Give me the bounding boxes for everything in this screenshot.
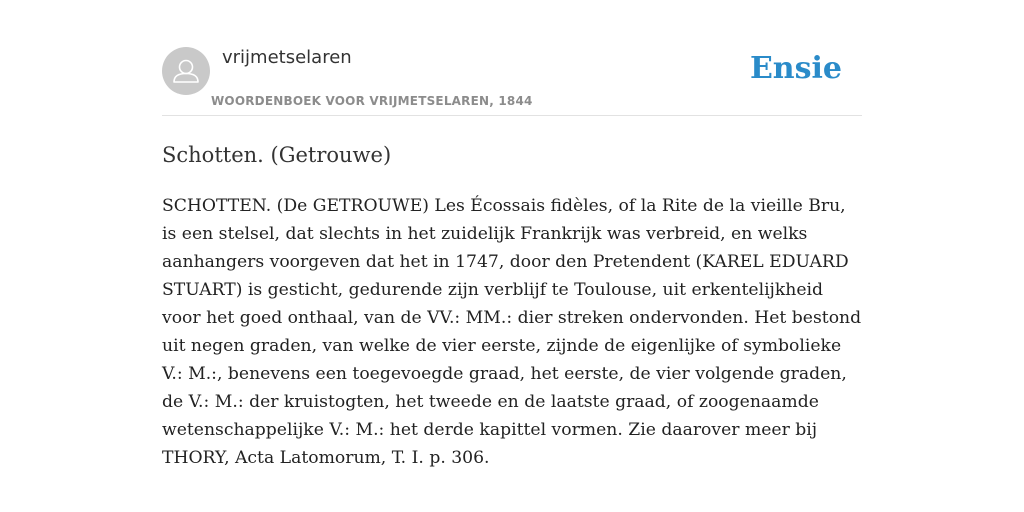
- entry-text: SCHOTTEN. (De GETROUWE) Les Écossais fidèles, of la Rite de la vieille Bru, is een stelsel, dat slechts in het zuidelijk Frankrijk was verbreid, en welks aanhangers voorgeven dat het in 1747, door den Pretendent (KAREL EDUARD STUART) is gesticht, gedurende zijn verblijf te Toulouse, uit erkentelijkheid voor het goed onthaal, van de VV.: MM.: dier streken ondervonden. Het bestond uit negen graden, van welke de vier eerste, zijnde de eigenlijke of symbolieke V.: M.:, benevens een toegevoegde graad, het eerste, de vier volgende graden, de V.: M.: der kruistogten, het tweede en de laatste graad, of zoogenaamde wetenschappelijke V.: M.: het derde kapittel vormen. Zie daarover meer bij THORY, Acta Latomorum, T. I. p. 306.: [162, 196, 862, 468]
- source-label: WOORDENBOEK VOOR VRIJMETSELAREN, 1844: [211, 94, 533, 108]
- entry-title: Schotten. (Getrouwe): [162, 143, 392, 167]
- author-name[interactable]: vrijmetselaren: [222, 47, 352, 68]
- user-silhouette-icon: [162, 47, 210, 95]
- brand-logo[interactable]: Ensie: [749, 51, 842, 86]
- entry-card: [162, 0, 862, 512]
- avatar[interactable]: [162, 47, 210, 95]
- entry-header: [162, 0, 862, 116]
